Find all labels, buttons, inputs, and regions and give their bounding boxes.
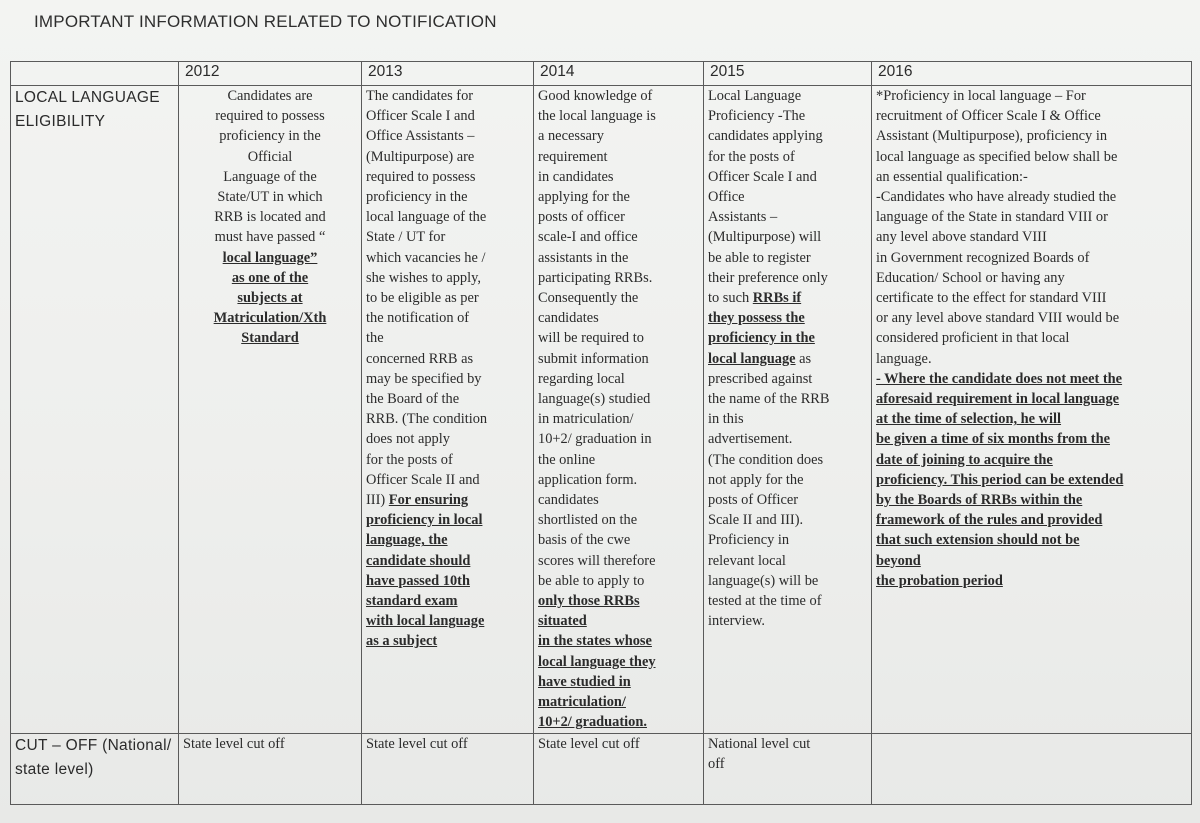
cell-text: The candidates for Officer Scale I and Office Assistants – (Multipurpose) are required to possess proficiency in the local language of the State / UT for which vacancies he / she wishes to apply, to be eligible as per the notification of the concerned RRB as may be specified by the Board of the RRB. (The condition does not apply for the posts of Officer Scale II and III) (366, 88, 488, 509)
cell-local-language-2016 (872, 86, 1192, 734)
cell-text: Local Language Proficiency -The candidates applying for the posts of Officer Scale I and Office Assistants – (Multipurpose) will be able to register their preference only to such (708, 88, 828, 307)
cell-cut-off-2012: State level cut off (179, 733, 362, 804)
document-title: IMPORTANT INFORMATION RELATED TO NOTIFICATION (34, 12, 497, 31)
cell-cut-off-2016 (872, 733, 1192, 804)
cell-underlined-text: local language” as one of the subjects at Matriculation/Xth Standard (213, 249, 327, 347)
cell-cut-off-2014: State level cut off (534, 733, 704, 804)
cell-text: *Proficiency in local language – For recruitment of Officer Scale I & Office Assistant (Multipurpose), proficiency in local language as specified below shall be an essential qualification:- -Candidates who have already studied the language of the State in standard VIII or any level above standard VIII in Government recognized Boards of Education/ School or having any certificate to the effect for standard VIII or any level above standard VIII would be considered proficient in that local language. (876, 88, 1120, 367)
header-cell-2016: 2016 (872, 62, 1192, 86)
notification-table (10, 61, 1192, 805)
cell-local-language-2013 (362, 86, 534, 734)
cell-text: Candidates are required to possess proficiency in the Official Language of the State/UT in which RRB is located and must have passed “ (214, 88, 326, 246)
cell-local-language-2015 (704, 86, 872, 734)
cell-underlined-text: For ensuring proficiency in local language, the candidate should have passed 10th standard exam with local language as a subject (366, 492, 485, 650)
cell-cut-off-2015: National level cut off (704, 733, 872, 804)
cell-text: Good knowledge of the local language is a necessary requirement in candidates applying for the posts of officer scale-I and office assistants in the participating RRBs. Consequently the candidates will be required to submit information regarding local language(s) studied in matriculation/ 10+2/ graduation in the online application form. candidates shortlisted on the basis of the cwe scores will therefore be able to apply to (538, 88, 656, 589)
cell-local-language-2014 (534, 86, 704, 734)
header-cell-2012: 2012 (179, 62, 362, 86)
cell-underlined-text: - Where the candidate does not meet the aforesaid requirement in local language at the time of selection, he will be given a time of six months from the date of joining to acquire the proficiency. This period can be extended by the Boards of RRBs within the framework of the rules and provided that such extension should not be beyond the probation period (876, 370, 1124, 589)
cell-underlined-text: RRBs if they possess the proficiency in the local language (708, 290, 815, 367)
cell-cut-off-2013: State level cut off (362, 733, 534, 804)
table-row-cut-off (11, 733, 1192, 804)
header-cell-empty (11, 62, 179, 86)
row-label-local-language: LOCAL LANGUAGE ELIGIBILITY (11, 86, 179, 734)
cell-local-language-2012 (179, 86, 362, 734)
header-cell-2014: 2014 (534, 62, 704, 86)
header-cell-2015: 2015 (704, 62, 872, 86)
table-row-local-language (11, 86, 1192, 734)
row-label-cut-off: CUT – OFF (National/ state level) (11, 733, 179, 804)
cell-underlined-text: only those RRBs situated in the states whose local language they have studied in matriculation/ 10+2/ graduation. (538, 593, 656, 731)
cell-text-after: as prescribed against the name of the RRB in this advertisement. (The condition does not apply for the posts of Officer Scale II and III). Proficiency in relevant local language(s) will be tested at the time of interview. (708, 350, 830, 630)
table-header-row (11, 62, 1192, 86)
header-cell-2013: 2013 (362, 62, 534, 86)
